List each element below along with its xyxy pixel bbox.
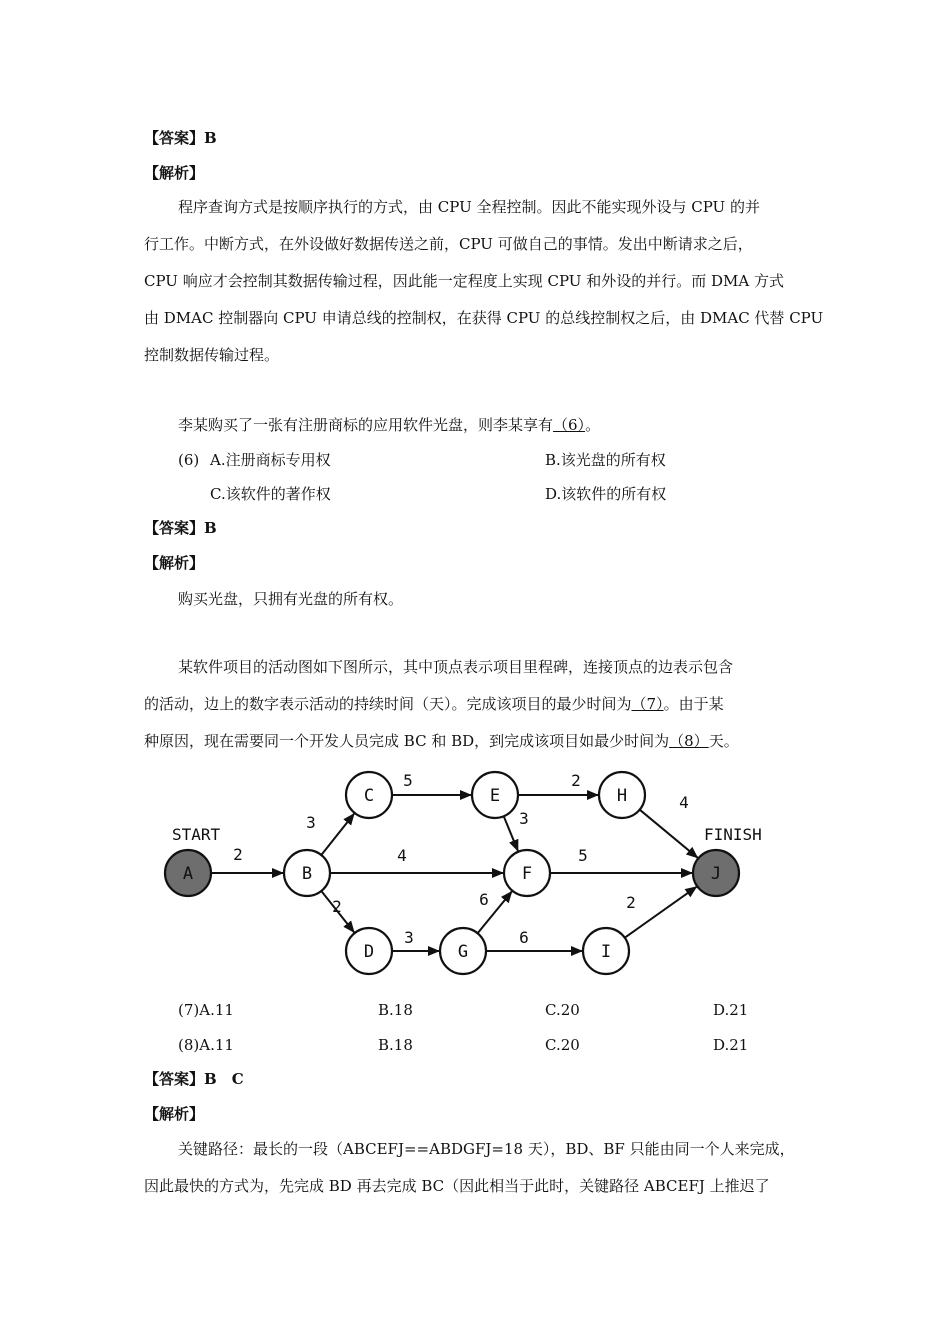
node-label: C [363,786,375,806]
option-8c: C.20 [545,1036,580,1054]
answer-value: B C [204,1070,244,1088]
node-G [440,928,486,974]
node-label: J [710,864,722,884]
node-H [599,772,645,818]
node-D [346,928,392,974]
edge-weight-B-D: 2 [332,897,342,916]
option-7a: (7)A.11 [178,1001,234,1019]
node-label: E [489,786,501,806]
stem-text: 李某购买了一张有注册商标的应用软件光盘，则李某享有 [178,416,554,434]
option-8d: D.21 [713,1036,749,1054]
option-a: A.注册商标专用权 [210,451,331,469]
answer-value: B [204,519,217,537]
analysis-text-line: 程序查询方式是按顺序执行的方式，由 CPU 全程控制。因此不能实现外设与 CPU 的并 [178,198,760,216]
node-E [472,772,518,818]
node-label: A [182,864,194,884]
node-label: G [457,942,469,962]
answer-label: 【答案】 [144,1070,205,1088]
edge-weight-I-J: 2 [626,893,636,912]
answer-line-q7 [144,1068,244,1090]
stem-text: 的活动，边上的数字表示活动的持续时间（天）。完成该项目的最少时间为 [144,695,632,713]
edge-weight-B-C: 3 [306,813,316,832]
edge-H-J [640,810,698,858]
edge-E-F [504,816,518,851]
question-stem-q7: 某软件项目的活动图如下图所示，其中顶点表示项目里程碑，连接顶点的边表示包含 [178,658,734,676]
edge-weight-E-F: 3 [519,809,529,828]
option-7d: D.21 [713,1001,749,1019]
option-7b: B.18 [378,1001,413,1019]
node-label: F [521,864,533,884]
node-A [165,850,211,896]
node-label: B [301,864,313,884]
analysis-text-line: 行工作。中断方式，在外设做好数据传送之前，CPU 可做自己的事情。发出中断请求之后， [144,235,753,253]
start-label: START [172,825,221,844]
analysis-text-line: 控制数据传输过程。 [144,346,280,364]
node-C [346,772,392,818]
analysis-text-line: 关键路径：最长的一段（ABCEFJ==ABDGFJ=18 天），BD、BF 只能由同一个人来完成， [178,1140,795,1158]
node-label: H [616,786,628,806]
stem-suffix: 。由于某 [663,695,724,713]
edge-weight-B-F: 4 [397,846,407,865]
answer-label: 【答案】 [144,519,205,537]
option-c: C.该软件的著作权 [210,485,331,503]
analysis-text-line: 购买光盘，只拥有光盘的所有权。 [178,590,404,608]
analysis-label-q7: 【解析】 [144,1105,205,1123]
option-7c: C.20 [545,1001,580,1019]
blank-8: （8） [669,732,709,750]
finish-label: FINISH [704,825,762,844]
analysis-text-line: CPU 响应才会控制其数据传输过程，因此能一定程度上实现 CPU 和外设的并行。而 DMA 方式 [144,272,784,290]
node-label: D [363,942,375,962]
node-I [583,928,629,974]
node-J [693,850,739,896]
node-B [284,850,330,896]
analysis-label-q6: 【解析】 [144,554,205,572]
edge-weight-G-I: 6 [519,928,529,947]
blank-6: （6） [553,416,586,434]
edge-weight-A-B: 2 [233,845,243,864]
edge-weight-D-G: 3 [404,928,414,947]
option-d: D.该软件的所有权 [545,485,667,503]
option-8a: (8)A.11 [178,1036,234,1054]
option-number-6: (6) [178,451,200,469]
node-label: I [600,942,612,962]
stem-suffix: 天。 [708,732,739,750]
answer-value: B [204,129,217,147]
stem-suffix: 。 [585,416,601,434]
node-F [504,850,550,896]
analysis-label-q5: 【解析】 [144,164,205,182]
option-8b: B.18 [378,1036,413,1054]
answer-label: 【答案】 [144,129,205,147]
edge-weight-H-J: 4 [679,793,689,812]
blank-7: （7） [631,695,664,713]
edge-weight-F-J: 5 [578,846,588,865]
analysis-text-line: 因此最快的方式为，先完成 BD 再去完成 BC（因此相当于此时，关键路径 ABCEFJ 上推迟了 [144,1177,770,1195]
analysis-text-line: 由 DMAC 控制器向 CPU 申请总线的控制权，在获得 CPU 的总线控制权之后，由 DMAC 代替 CPU [144,309,824,327]
option-b: B.该光盘的所有权 [545,451,666,469]
stem-text: 种原因，现在需要同一个开发人员完成 BC 和 BD，到完成该项目如最少时间为 [144,732,670,750]
edge-weight-C-E: 5 [403,771,413,790]
edge-B-C [321,814,354,855]
edge-weight-G-F: 6 [479,890,489,909]
edge-weight-E-H: 2 [571,771,581,790]
